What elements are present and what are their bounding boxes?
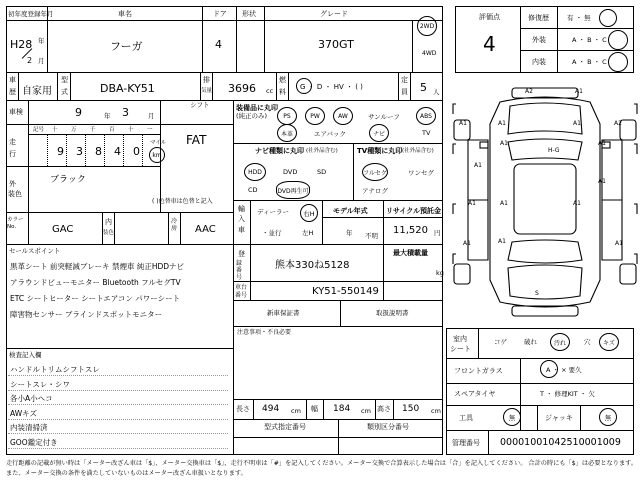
- tv-circle: [362, 163, 388, 181]
- divider: [250, 244, 251, 300]
- exterior-c-circle: [608, 30, 628, 50]
- inspector-line: AWキズ: [10, 408, 37, 418]
- shift: FAT: [186, 133, 207, 147]
- diagram-mark: H-G: [548, 147, 560, 154]
- divider: [520, 50, 634, 51]
- equipment-item: ABS: [420, 112, 432, 120]
- inspector-line: 各小A小ヘコ: [10, 394, 53, 403]
- width: 184: [333, 404, 351, 414]
- divider: [66, 134, 67, 166]
- divider: [375, 399, 376, 419]
- chassis-label-2: 番号: [235, 292, 248, 299]
- divider: [6, 72, 443, 73]
- divider: [233, 281, 443, 282]
- divider: [57, 72, 58, 100]
- handle-right: 右H: [303, 209, 315, 218]
- seat-item: 穴: [584, 338, 591, 346]
- divider: [557, 6, 558, 73]
- inspector-line: GOO鑑定付き: [10, 437, 58, 447]
- divider: [6, 212, 233, 213]
- equipment-item: エアバック: [314, 130, 346, 138]
- notes-label: 注意事項・不良必要: [237, 329, 292, 336]
- first-reg-month: 2: [27, 56, 33, 65]
- mileage-header-cell: 万: [71, 127, 77, 133]
- exterior-label-2: 装色: [8, 190, 22, 198]
- fuel-options: G ・ D ・ HV ・ ( ): [300, 83, 363, 91]
- import-label-2: 入: [238, 215, 245, 223]
- nav-circle: [244, 163, 266, 181]
- diagram-mark: A2: [614, 120, 622, 127]
- seat-circle: [550, 333, 570, 351]
- jack-circle: [599, 408, 617, 426]
- footer-line-2: また、メーター交換の条件を満たしていないものはメーター改ざん車扱いとなります。: [6, 470, 247, 477]
- divider: [8, 390, 228, 391]
- divider: [446, 358, 634, 359]
- equipment-item: PS: [283, 112, 291, 120]
- mileage-unit-km: km: [152, 151, 162, 159]
- divider: [6, 166, 160, 167]
- divider: [6, 20, 443, 21]
- color-code: GAC: [52, 224, 74, 235]
- interior-rating-options: A ・ B ・ C: [572, 58, 607, 66]
- first-reg-unit-year: 年: [38, 37, 45, 45]
- max-load-unit: kg: [436, 269, 444, 277]
- ac-label: 冷房: [171, 218, 178, 232]
- usage-label: 車: [9, 76, 16, 84]
- diagram-mark: A1: [500, 200, 508, 207]
- divider: [253, 399, 254, 419]
- seat-item: コゲ: [494, 338, 507, 346]
- nav-label: ナビ種類に丸印: [255, 147, 304, 155]
- type-no-label: 型式指定番号: [264, 423, 306, 431]
- tv-item: ワンセグ: [408, 169, 434, 177]
- inspection-month-unit: 月: [148, 112, 155, 120]
- score: 4: [483, 32, 496, 56]
- divider: [102, 212, 103, 244]
- tools-label: 工具: [459, 414, 473, 422]
- divider: [276, 72, 277, 100]
- capacity-label-2: 員: [401, 88, 408, 96]
- divider: [488, 430, 489, 455]
- repair-label: 修復歴: [528, 14, 549, 22]
- car-name-label: 車名: [118, 10, 132, 18]
- equipment-sublabel: (純正のみ): [236, 112, 268, 120]
- import-parallel: ・並行: [262, 229, 282, 237]
- equipment-item: PW: [310, 112, 320, 120]
- divider: [478, 328, 479, 358]
- exterior-note: ( )色替車は色替と記入: [152, 198, 213, 205]
- registration-number: 熊本330ね5128: [275, 260, 350, 271]
- length-unit: cm: [291, 407, 301, 415]
- tv-label: TV種類に丸印: [357, 147, 403, 155]
- first-reg-label: 初年度登録年月: [8, 10, 54, 18]
- capacity-label: 定: [401, 76, 408, 84]
- color-code-label: カラー No.: [7, 217, 24, 230]
- divider: [446, 430, 634, 431]
- recycle-label: リサイクル預託金: [386, 207, 442, 215]
- ac: AAC: [195, 224, 216, 235]
- divider: [520, 28, 634, 29]
- displacement-label-2: 気量: [201, 88, 213, 94]
- nav-item: DVD: [283, 168, 298, 176]
- divider: [6, 348, 233, 349]
- grade: 370GT: [318, 38, 354, 51]
- seat-item: 破れ: [524, 338, 537, 346]
- sales-point-line: アラウンドビューモニター Bluetooth フルセグTV: [10, 278, 181, 287]
- divider: [410, 72, 411, 100]
- jack-label: ジャッキ: [545, 414, 573, 422]
- capacity: 5: [420, 81, 427, 94]
- mileage-header-cell: 十: [52, 127, 58, 133]
- type-label: 型: [61, 76, 68, 84]
- diagram-mark: A1: [598, 140, 606, 147]
- recycle-value: 11,520: [393, 225, 428, 236]
- diagram-mark: A1: [598, 178, 606, 185]
- equipment-circle: [333, 107, 353, 125]
- divider: [323, 399, 324, 419]
- model-year-unit: 年: [346, 229, 353, 237]
- tv-item: フルセグ: [363, 169, 387, 177]
- divider: [340, 300, 341, 326]
- drive-4wd: 4WD: [422, 50, 437, 57]
- height-label: 高さ: [377, 405, 391, 413]
- divider: [250, 200, 251, 244]
- width-unit: cm: [361, 407, 371, 415]
- divider: [233, 300, 443, 301]
- length: 494: [262, 404, 280, 414]
- diagram-mark: A1: [615, 240, 623, 247]
- nav-item: CD: [248, 186, 258, 194]
- grade-label: グレード: [320, 10, 348, 18]
- equipment-item: AW: [338, 112, 348, 120]
- inspection-label: 車検: [9, 108, 23, 116]
- diagram-mark: A1: [500, 140, 508, 147]
- equipment-label: 装備品に丸印: [236, 104, 278, 112]
- divider: [233, 143, 443, 144]
- divider: [6, 100, 443, 101]
- repair-options: 有 ・ 無: [567, 14, 591, 22]
- interior-rating-label: 内装: [532, 58, 546, 66]
- diagram-mark: A1: [573, 120, 581, 127]
- divider: [537, 405, 538, 430]
- divider: [383, 200, 384, 300]
- mileage-label-2: 行: [9, 150, 16, 158]
- inspection-month: 3: [122, 106, 129, 119]
- divider: [47, 134, 48, 166]
- first-reg-era: H28: [10, 38, 33, 51]
- nav-item: DVD再生可: [277, 187, 309, 195]
- doors: 4: [215, 38, 222, 51]
- diagram-mark: A1: [498, 238, 506, 245]
- sales-point-line: ETC シートヒーター シートエアコン パワーシート: [10, 294, 181, 303]
- tv-sublabel: (社外品含む): [402, 148, 434, 154]
- inspector-line: ハンドルトリムシフトスレ: [10, 365, 100, 374]
- divider: [233, 326, 443, 327]
- repair-none-circle: [599, 9, 617, 27]
- divider: [322, 217, 443, 218]
- tools-circle: [503, 408, 521, 426]
- exterior-label: 外: [9, 180, 16, 188]
- registration-label: 登: [238, 250, 245, 258]
- inspection-year-unit: 年: [104, 112, 111, 120]
- fuel-label-2: 料: [279, 88, 286, 96]
- displacement: 3696: [228, 82, 256, 95]
- nav-circle: [276, 181, 310, 199]
- mileage-header-cell: 記号: [33, 127, 45, 133]
- divider: [70, 72, 71, 100]
- interior-color-label: 内: [105, 218, 112, 226]
- model-year-label: モデル年式: [333, 207, 368, 215]
- divider: [233, 100, 234, 455]
- divider: [28, 100, 29, 244]
- mileage-header-cell: 十: [128, 127, 134, 133]
- equipment-item: サンルーフ: [368, 113, 400, 121]
- sales-point-line: 障害物センサー ブラインドスポットモニター: [10, 310, 163, 319]
- car-diagram: [452, 84, 638, 320]
- drive-2wd-circle: [417, 16, 437, 36]
- chassis-label: 車台: [235, 284, 248, 291]
- equipment-item: ナビ: [372, 130, 385, 138]
- length-label: 長さ: [236, 405, 250, 413]
- divider: [288, 72, 289, 100]
- divider: [446, 405, 634, 406]
- sales-point-label: セールスポイント: [9, 247, 61, 255]
- jack-value: 無: [604, 413, 612, 422]
- first-reg-unit-month: 月: [38, 57, 45, 65]
- displacement-unit: cc: [266, 87, 274, 95]
- mileage-header-cell: 一: [147, 127, 153, 133]
- divider: [8, 419, 228, 420]
- nav-item: HDD: [248, 168, 262, 176]
- seat-item: キズ: [603, 339, 615, 347]
- divider: [180, 212, 181, 244]
- divider: [236, 6, 237, 72]
- max-load-label: 最大積載量: [393, 249, 428, 257]
- divider: [233, 200, 443, 201]
- divider: [104, 134, 105, 166]
- model-label: 形状: [242, 10, 256, 18]
- width-label: 幅: [311, 405, 318, 413]
- divider: [264, 6, 265, 72]
- import-label: 輸: [238, 205, 245, 213]
- exterior-color: ブラック: [50, 175, 86, 185]
- sales-point-line: 黒革シート 前突軽減ブレーキ 禁煙車 純正HDDナビ: [10, 262, 185, 271]
- divider: [142, 134, 143, 166]
- diagram-mark: A1: [575, 88, 583, 95]
- divider: [8, 375, 228, 376]
- interior-color-label-2: 装色: [103, 230, 115, 236]
- mileage-digit: 4: [114, 145, 121, 158]
- divider: [580, 405, 581, 430]
- fuel-g-circle: [296, 78, 312, 94]
- warranty-label: 新車保証書: [267, 309, 300, 317]
- equipment-item: TV: [422, 129, 431, 137]
- divider: [393, 399, 394, 419]
- model-type: DBA-KY51: [100, 82, 155, 95]
- tv-item: アナログ: [362, 187, 388, 195]
- car-name: フーガ: [110, 40, 143, 53]
- divider: [123, 134, 124, 166]
- handle-right-circle: [300, 204, 318, 222]
- class-no-label: 類別区分番号: [367, 423, 409, 431]
- divider: [6, 244, 233, 245]
- equipment-circle: [305, 107, 325, 125]
- interior-seat-label: 室内: [453, 335, 467, 343]
- nav-item: SD: [317, 168, 327, 176]
- registration-label-2: 録番号: [236, 260, 243, 281]
- mileage-header-cell: 百: [109, 127, 115, 133]
- divider: [168, 212, 169, 244]
- divider: [18, 72, 19, 100]
- handle-left: 左H: [302, 229, 314, 237]
- seat-item: 汚れ: [553, 339, 566, 347]
- displacement-label: 排: [203, 76, 210, 84]
- inspector-line: 内装清掃済: [10, 423, 48, 432]
- inspection-year: 9: [75, 106, 82, 119]
- manual-label: 取扱説明書: [376, 309, 409, 317]
- seat-circle: [599, 333, 619, 351]
- equipment-item: 本革: [280, 130, 293, 138]
- divider: [6, 124, 233, 125]
- divider: [338, 419, 339, 455]
- mileage-digit: 8: [95, 145, 102, 158]
- divider: [8, 448, 228, 449]
- equipment-circle: [369, 124, 389, 142]
- spare-tire-label: スペアタイヤ: [454, 390, 496, 398]
- divider: [8, 433, 228, 434]
- divider: [412, 20, 413, 72]
- fuel-label: 燃: [279, 76, 286, 84]
- exterior-rating-options: A ・ B ・ C: [572, 36, 607, 44]
- diagram-mark: A1: [573, 200, 581, 207]
- usage-label-2: 歴: [9, 88, 16, 96]
- diagram-mark: A1: [463, 240, 471, 247]
- divider: [8, 404, 228, 405]
- divider: [85, 134, 86, 166]
- diagram-mark: A2: [525, 88, 533, 95]
- divider: [322, 200, 323, 244]
- mileage-digit: 9: [57, 145, 64, 158]
- score-label: 評価点: [479, 13, 500, 21]
- divider: [202, 6, 203, 72]
- diagram-mark: A1: [468, 200, 476, 207]
- divider: [353, 143, 354, 200]
- diagram-mark: S: [535, 290, 539, 297]
- import-dealer: ディーラー: [257, 208, 289, 216]
- divider: [306, 399, 307, 419]
- divider: [114, 212, 115, 244]
- diagram-mark: A1: [474, 162, 482, 169]
- equipment-circle: [277, 124, 297, 142]
- mileage-digit: 3: [76, 145, 83, 158]
- divider: [200, 72, 201, 100]
- nav-sublabel: (社外品含む): [306, 148, 338, 154]
- chassis-number: KY51-550149: [312, 286, 379, 297]
- diagram-mark: A1: [459, 120, 467, 127]
- interior-c-circle: [608, 52, 628, 72]
- divider: [398, 72, 399, 100]
- divider: [233, 399, 443, 400]
- divider: [212, 72, 213, 100]
- usage: 自家用: [22, 86, 52, 97]
- equipment-circle: [277, 107, 297, 125]
- recycle-unit: 円: [434, 229, 441, 237]
- inspector-label: 検査記入欄: [9, 351, 42, 359]
- type-label-2: 式: [61, 88, 68, 96]
- divider: [520, 6, 521, 73]
- equipment-circle: [416, 107, 436, 125]
- height: 150: [402, 404, 420, 414]
- drive-2wd: 2WD: [419, 22, 435, 30]
- front-glass-a-circle: [540, 360, 558, 378]
- mileage-digit: 0: [133, 145, 140, 158]
- interior-seat-label-2: シート: [450, 345, 471, 353]
- shift-label: シフト: [190, 101, 210, 109]
- front-glass-label: フロントガラス: [454, 367, 503, 375]
- model-year-unknown: 不明: [365, 232, 378, 240]
- front-glass-items: A ・ × 要久: [546, 366, 582, 374]
- import-label-3: 車: [238, 226, 245, 234]
- mileage-label: 走: [9, 138, 16, 146]
- mileage-unit-mile: マイル: [150, 140, 167, 146]
- divider: [233, 244, 443, 245]
- management-number: 00001001042510001009: [500, 437, 621, 448]
- exterior-rating-label: 外装: [532, 36, 546, 44]
- inspector-line: シートスレ・シワ: [10, 379, 70, 389]
- diagram-mark: A1: [498, 120, 506, 127]
- km-circle: [149, 147, 165, 163]
- spare-tire-items: T ・ 修理KIT ・ 欠: [540, 390, 595, 398]
- divider: [446, 383, 634, 384]
- tools-value: 無: [508, 413, 516, 422]
- management-label: 管理番号: [452, 439, 480, 447]
- footer-line-1: 走行距離の記載が無い時は「メーター改ざん車は「$」、メーター交換車は「$」、走行不明車は「#」を記入してください。メーター交換で合算表示した場合は「合」を記入してください。 合計の時にも「$」は必要となります。: [6, 460, 638, 467]
- height-unit: cm: [431, 407, 441, 415]
- doors-label: ドア: [213, 10, 227, 18]
- capacity-unit: 人: [433, 88, 440, 96]
- mileage-header-cell: 千: [90, 127, 96, 133]
